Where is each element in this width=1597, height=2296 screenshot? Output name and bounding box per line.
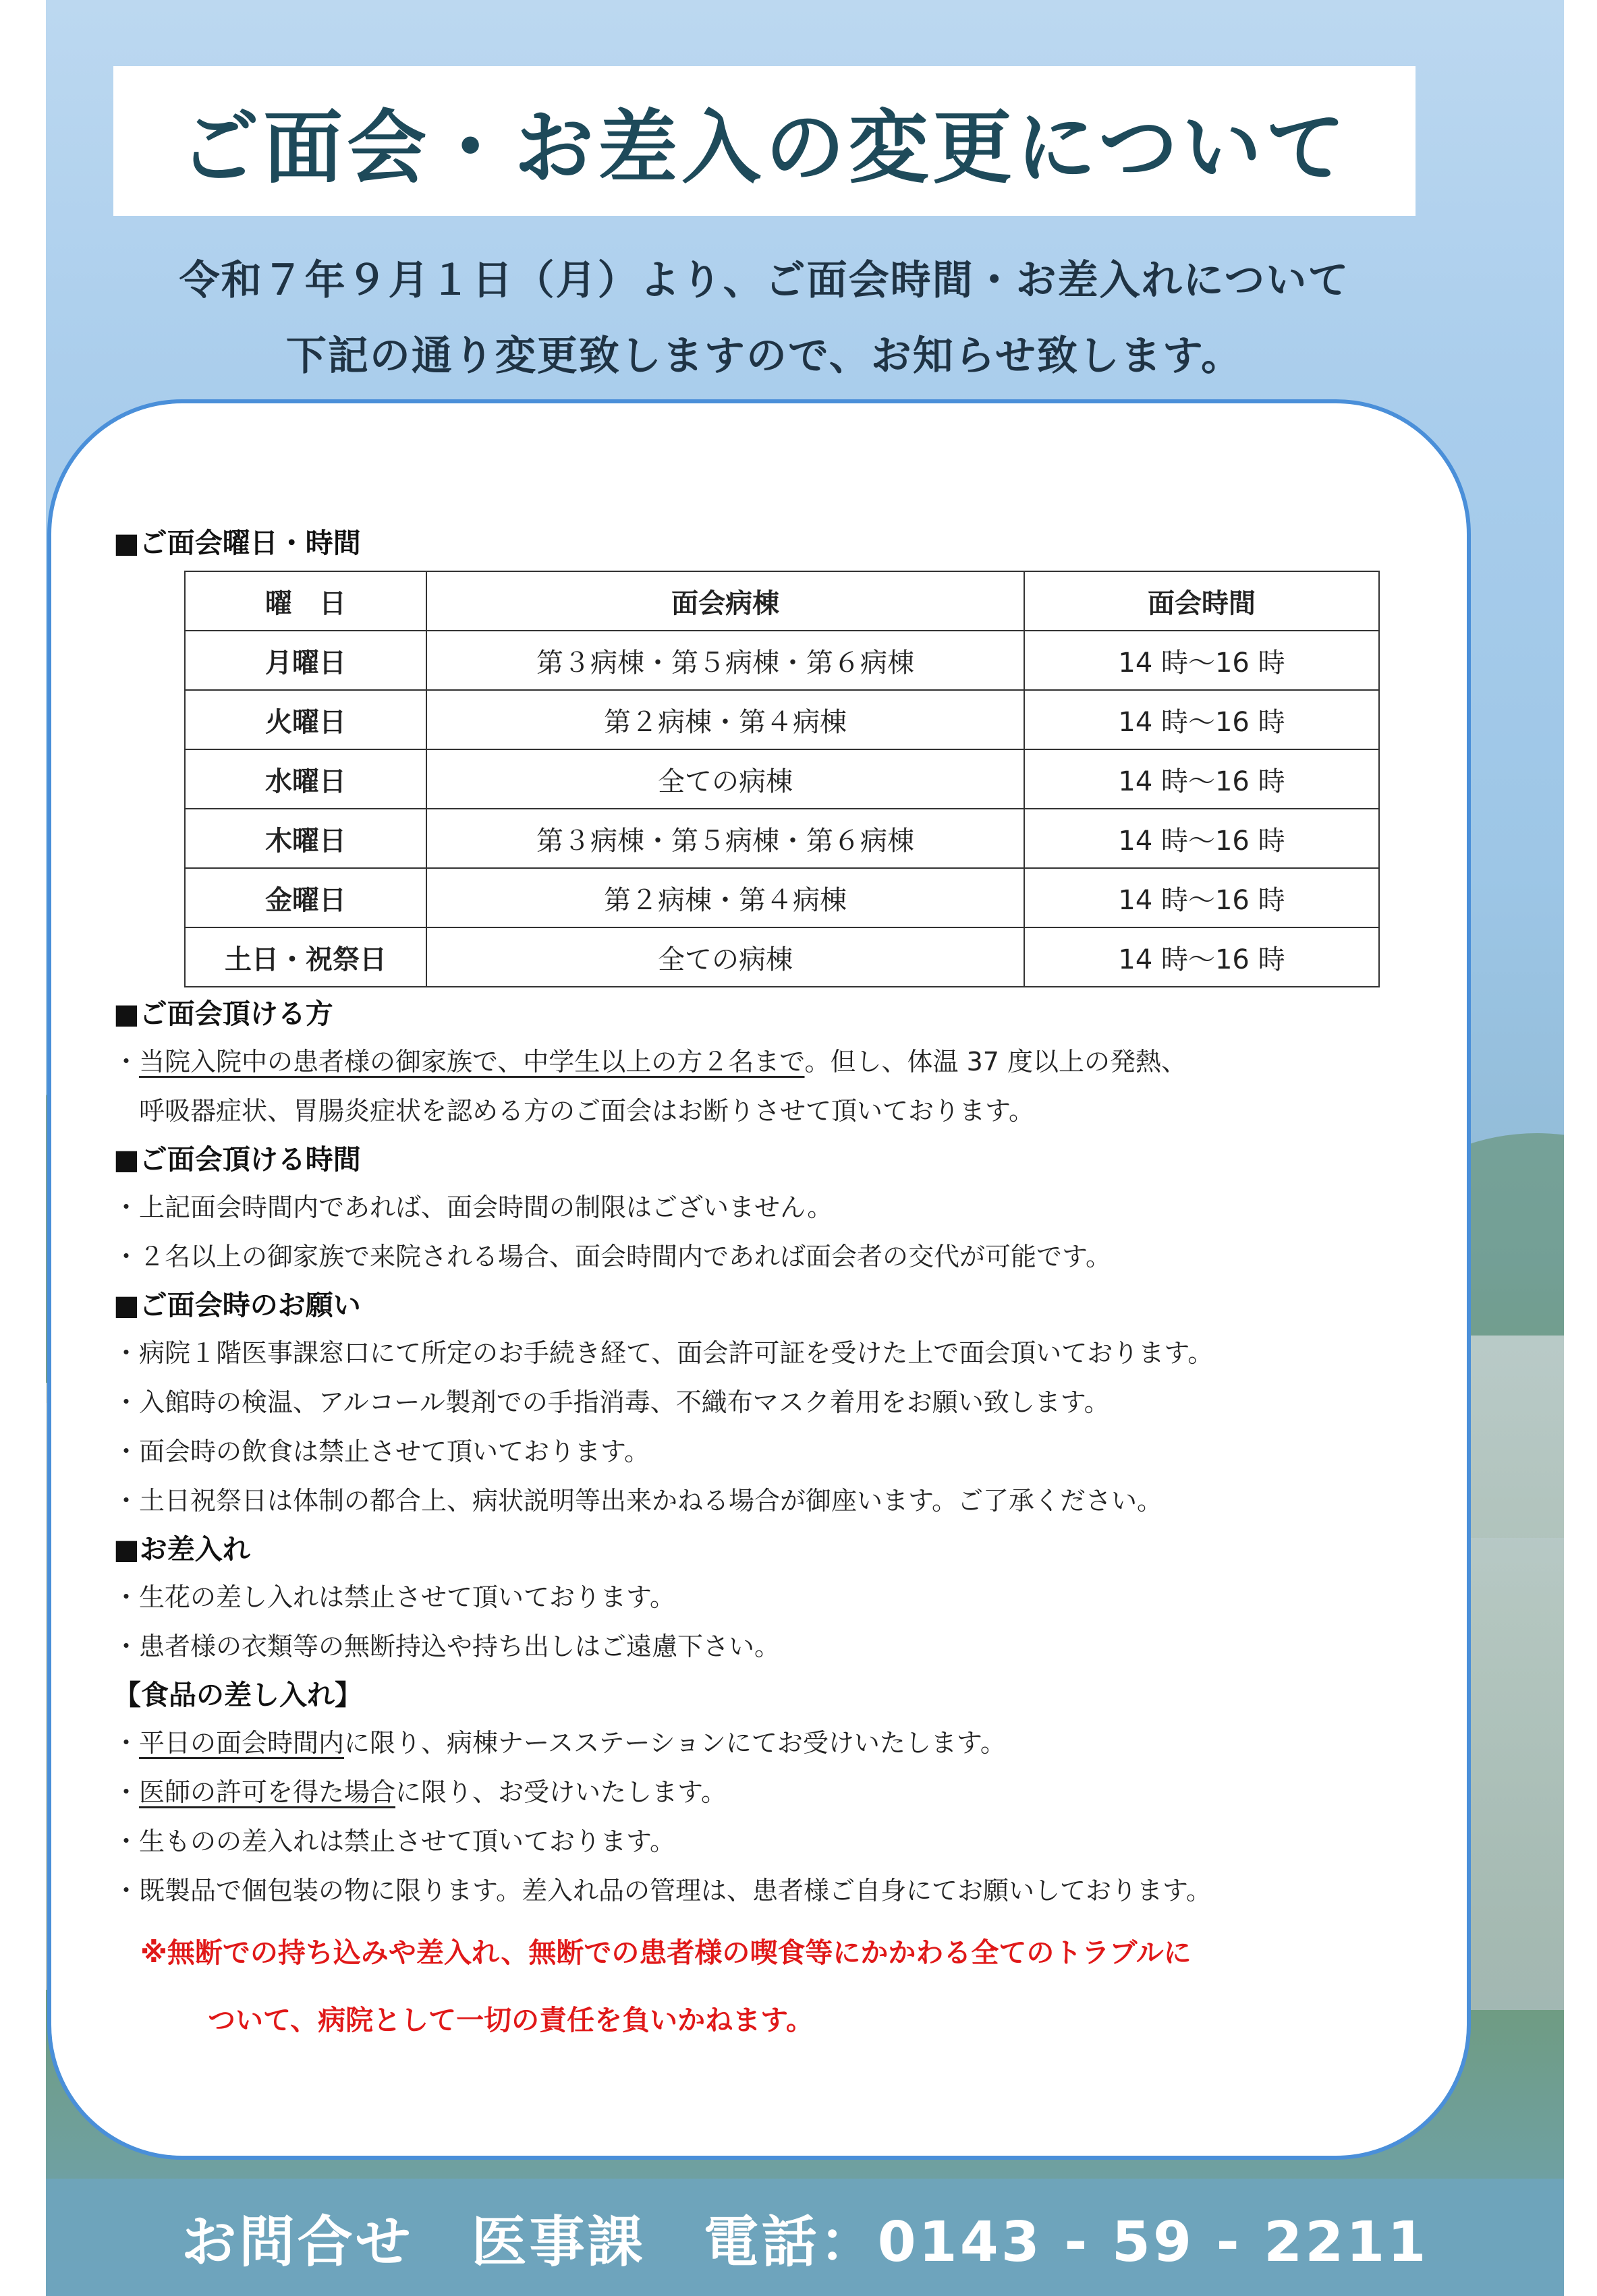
table-row	[185, 927, 1379, 987]
request-line: ・入館時の検温、アルコール製剤での手指消毒、不織布マスク着用をお願い致します。	[113, 1387, 1110, 1417]
bullet: ・	[113, 1047, 140, 1077]
warning-line: ついて、病院として一切の責任を負いかねます。	[208, 2004, 814, 2036]
cell-day: 土日・祝祭日	[185, 927, 426, 987]
time-line: ・上記面会時間内であれば、面会時間の制限はございません。	[113, 1193, 833, 1222]
cell-day: 金曜日	[185, 868, 426, 927]
cell-day: 月曜日	[185, 631, 426, 690]
cell-time: 14 時〜16 時	[1024, 927, 1379, 987]
section-heading-gifts: ■お差入れ	[113, 1533, 250, 1566]
section-heading-food: 【食品の差し入れ】	[113, 1679, 362, 1711]
line-text: に限り、病棟ナースステーションにてお受けいたします。	[344, 1728, 1006, 1758]
warning-line: ※無断での持ち込みや差入れ、無断での患者様の喫食等にかかわる全てのトラブルに	[140, 1936, 1192, 1969]
cell-time: 14 時〜16 時	[1024, 690, 1379, 749]
cell-ward: 第３病棟・第５病棟・第６病棟	[426, 809, 1024, 868]
line-text: に限り、お受けいたします。	[395, 1777, 727, 1807]
column-header-ward: 面会病棟	[426, 571, 1024, 631]
schedule-table	[184, 571, 1380, 987]
cell-day: 水曜日	[185, 749, 426, 809]
who-line: 呼吸器症状、胃腸炎症状を認める方のご面会はお断りさせて頂いております。	[113, 1096, 1034, 1126]
cell-time: 14 時〜16 時	[1024, 868, 1379, 927]
cell-time: 14 時〜16 時	[1024, 809, 1379, 868]
request-line: ・病院１階医事課窓口にて所定のお手続き経て、面会許可証を受けた上で面会頂いております。	[113, 1338, 1214, 1368]
food-line: ・生ものの差入れは禁止させて頂いております。	[113, 1827, 675, 1856]
table-header-row	[185, 571, 1379, 631]
column-header-day: 曜 日	[185, 571, 426, 631]
section-heading-schedule: ■ご面会曜日・時間	[113, 527, 361, 559]
cell-day: 火曜日	[185, 690, 426, 749]
contact-text: お問合せ 医事課 電話：0143 - 59 - 2211	[181, 2210, 1429, 2274]
page-title: ご面会・お差入の変更について	[179, 101, 1349, 194]
cell-ward: 第３病棟・第５病棟・第６病棟	[426, 631, 1024, 690]
intro-line: 下記の通り変更致しますので、お知らせ致します。	[285, 333, 1243, 380]
bullet: ・	[113, 1777, 140, 1807]
contact-footer	[46, 2179, 1564, 2296]
title-box	[113, 66, 1416, 216]
food-line: ・既製品で個包装の物に限ります。差入れ品の管理は、患者様ご自身にてお願いしております。	[113, 1876, 1212, 1905]
line-text: 。但し、体温 37 度以上の発熱、	[804, 1047, 1187, 1077]
gift-line: ・患者様の衣類等の無断持込や持ち出しはご遠慮下さい。	[113, 1632, 781, 1661]
underlined-text: 医師の許可を得た場合	[139, 1777, 396, 1807]
who-line	[113, 1037, 1436, 1087]
intro-line: 令和７年９月１日（月）より、ご面会時間・お差入れについて	[179, 257, 1350, 304]
table-row	[185, 809, 1379, 868]
section-heading-requests: ■ご面会時のお願い	[113, 1289, 361, 1321]
table-row	[185, 868, 1379, 927]
section-heading-who: ■ご面会頂ける方	[113, 998, 333, 1030]
cell-ward: 全ての病棟	[426, 749, 1024, 809]
column-header-time: 面会時間	[1024, 571, 1379, 631]
gift-line: ・生花の差し入れは禁止させて頂いております。	[113, 1582, 675, 1612]
food-line	[113, 1719, 1436, 1768]
request-line: ・土日祝祭日は体制の都合上、病状説明等出来かねる場合が御座います。ご了承ください。	[113, 1486, 1162, 1516]
table-row	[185, 690, 1379, 749]
time-line: ・２名以上の御家族で来院される場合、面会時間内であれば面会者の交代が可能です。	[113, 1242, 1111, 1271]
cell-ward: 第２病棟・第４病棟	[426, 690, 1024, 749]
bullet: ・	[113, 1728, 140, 1758]
table-row	[185, 631, 1379, 690]
cell-time: 14 時〜16 時	[1024, 749, 1379, 809]
cell-day: 木曜日	[185, 809, 426, 868]
cell-ward: 全ての病棟	[426, 927, 1024, 987]
request-line: ・面会時の飲食は禁止させて頂いております。	[113, 1437, 650, 1466]
cell-time: 14 時〜16 時	[1024, 631, 1379, 690]
section-heading-time: ■ご面会頂ける時間	[113, 1143, 361, 1176]
underlined-text: 当院入院中の患者様の御家族で、中学生以上の方２名まで	[139, 1047, 805, 1077]
table-row	[185, 749, 1379, 809]
cell-ward: 第２病棟・第４病棟	[426, 868, 1024, 927]
food-line	[113, 1768, 1436, 1817]
notice-content	[113, 519, 1436, 2050]
underlined-text: 平日の面会時間内	[139, 1728, 345, 1758]
